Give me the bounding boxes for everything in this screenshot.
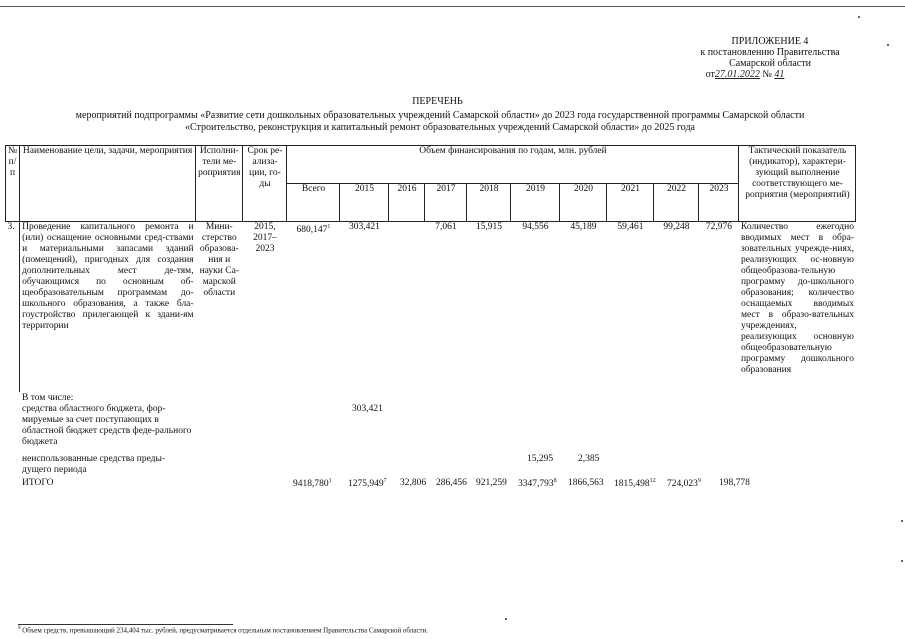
footnote-text: Объем средств, превышающий 234,404 тыс. рублей, предусматривается отдельным постановлением Правительства Самарской области.	[22, 626, 429, 635]
total-2016: 32,806	[400, 478, 427, 488]
appendix-date-line	[640, 69, 900, 80]
col-num-header: № п/п	[6, 146, 20, 222]
col-year-header: 2019	[511, 184, 560, 222]
total-2019	[518, 478, 557, 489]
appendix-line2: к постановлению Правительства	[700, 47, 840, 58]
total-2018: 921,259	[476, 478, 507, 488]
footnote-ref: 8	[553, 478, 557, 484]
appendix-title: ПРИЛОЖЕНИЕ 4	[731, 36, 809, 47]
col-year-header: 2022	[654, 184, 699, 222]
total-2017: 286,456	[436, 478, 467, 488]
footnote-mark: 9	[18, 626, 21, 631]
unused-funds-2020: 2,385	[578, 454, 600, 464]
scan-speck	[901, 560, 903, 562]
unused-funds-2019: 15,295	[527, 454, 554, 464]
value-2019: 94,556	[522, 222, 549, 232]
indicator-text: Количество ежегодно вводимых мест в обра-зовательных учрежде-ниях, реализующих ос-новную общеобразова-тельную программу до-школьного образования; количество оснащаемых вводимых мест в образо-вательных учреждениях, реализующих основную общеобразовательную программу дошкольного образования	[740, 222, 854, 375]
col-year-header: 2020	[560, 184, 607, 222]
value-2021: 59,461	[617, 222, 644, 232]
footnote-ref: 7	[383, 478, 387, 484]
unused-funds-label: неиспользованные средства преды-дущего периода	[22, 454, 166, 475]
scan-speck	[901, 520, 903, 522]
value-2018: 15,915	[475, 222, 503, 232]
footnote-ref: 1	[328, 478, 332, 484]
total-value	[287, 222, 340, 393]
value-2022: 99,248	[663, 222, 690, 232]
total-2020: 1866,563	[568, 478, 604, 488]
scan-speck	[505, 618, 507, 620]
number-label: №	[762, 69, 772, 80]
total-2023: 198,778	[719, 478, 750, 488]
including-label: В том числе:	[22, 393, 74, 403]
value-2020: 45,189	[570, 222, 597, 232]
doc-title-line1: мероприятий подпрограммы «Развитие сети дошкольных образовательных учреждений Самарской области» до 2023 года государственной программы Самарской области	[75, 110, 805, 121]
total-2022-number: 724,023	[667, 479, 698, 490]
appendix-block	[640, 36, 900, 80]
value-2017: 7,061	[435, 222, 457, 232]
value-2023: 72,976	[705, 222, 733, 232]
total-number: 680,147	[296, 225, 328, 236]
total-2015-number: 1275,949	[348, 479, 384, 490]
value-2015: 303,421	[349, 222, 380, 232]
col-total-header: Всего	[287, 184, 340, 222]
executor: Мини-стерство образова-ния и науки Са-марской области	[199, 222, 239, 298]
term: 2015, 2017–2023	[253, 222, 277, 254]
col-year-header: 2021	[607, 184, 654, 222]
finance-group-header: Объем финансирования по годам, млн. рублей	[287, 146, 739, 184]
total-2019-number: 3347,793	[518, 479, 554, 490]
row-number: 3.	[6, 222, 20, 393]
col-year-header: 2018	[467, 184, 511, 222]
grand-total-number: 9418,780	[293, 479, 329, 490]
footnote-ref: 1	[327, 224, 331, 230]
table-row	[6, 222, 856, 393]
date-value: 27.01.2022	[714, 69, 760, 80]
footnote-separator	[18, 624, 233, 625]
appendix-line3: Самарской области	[729, 58, 811, 69]
footnote-ref: 12	[649, 478, 656, 484]
value-2016	[389, 222, 425, 393]
col-term-header: Срок ре-ализа-ции, го-ды	[243, 146, 287, 222]
total-2021-number: 1815,498	[614, 479, 650, 490]
scan-speck	[887, 44, 889, 46]
col-indicator-header: Тактический показатель (индикатор), характери-зующий выполнение соответствующего ме-роприятия (мероприятий)	[739, 146, 856, 222]
measures-table	[5, 145, 856, 392]
measure-name: Проведение капитального ремонта и (или) оснащение основными сред-ствами и материальными запасами зданий (помещений), пригодных для создания дополнительных мест де-тям, обучающимся по основным об-щеобразовательным программам до-школьного образования, а также бла-гоустройство прилегающей к здани-ям территории	[22, 222, 194, 331]
col-year-header: 2016	[389, 184, 425, 222]
total-2015	[348, 478, 387, 489]
total-2021	[614, 478, 656, 489]
number-value: 41	[774, 69, 785, 80]
scan-edge-line	[0, 6, 905, 7]
federal-funds-label: средства областного бюджета, фор-мируемые за счет поступающих в областной бюджет средств феде-рального бюджета	[22, 404, 192, 447]
footnote-ref: 9	[697, 478, 701, 484]
col-executor-header: Исполни-тели ме-роприятия	[196, 146, 243, 222]
col-year-header: 2015	[340, 184, 389, 222]
doc-title-line2: «Строительство, реконструкция и капитальный ремонт образовательных учреждений Самарской области» до 2025 года	[185, 122, 695, 133]
col-year-header: 2017	[425, 184, 467, 222]
scan-speck	[858, 16, 860, 18]
footnote	[18, 626, 428, 634]
total-label: ИТОГО	[22, 478, 54, 488]
col-year-header: 2023	[699, 184, 739, 222]
federal-funds-2015: 303,421	[352, 404, 383, 414]
doc-heading: ПЕРЕЧЕНЬ	[412, 96, 463, 107]
total-2022	[667, 478, 701, 489]
col-name-header: Наименование цели, задачи, мероприятия	[20, 146, 196, 222]
grand-total	[293, 478, 332, 489]
header-row-1	[6, 146, 856, 184]
date-prefix: от	[705, 69, 715, 80]
